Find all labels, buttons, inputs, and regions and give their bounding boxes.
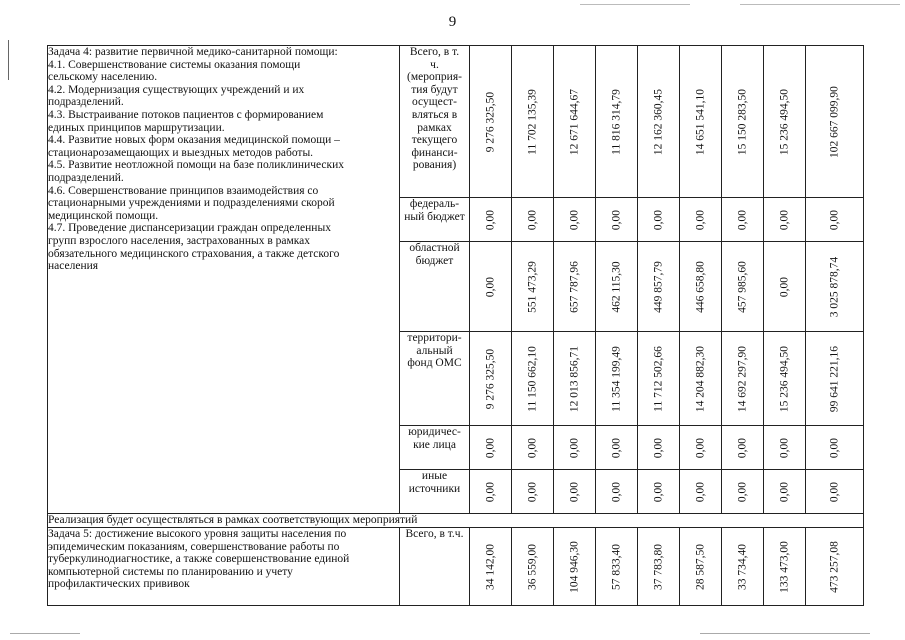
value-cell [554, 198, 596, 242]
value-cell [596, 470, 638, 514]
funding-source-cell [400, 470, 470, 514]
value-text: 446 658,80 [694, 260, 707, 313]
note-body [48, 514, 864, 528]
value-text: 12 013 856,71 [568, 345, 581, 412]
value-text: 11 816 314,79 [610, 88, 623, 155]
value-text: 0,00 [694, 437, 707, 458]
funding-source-line: текущего [411, 134, 458, 147]
value-text: 0,00 [652, 481, 665, 502]
value-text: 34 142,00 [484, 543, 497, 590]
value-text: 0,00 [526, 481, 539, 502]
funding-source-cell [400, 46, 470, 198]
task4-text-line: 4.5. Развитие неотложной помощи на базе поликлинических [48, 159, 345, 172]
value-cell [764, 426, 806, 470]
value-cell [806, 426, 864, 470]
value-text: 9 276 325,50 [484, 91, 497, 152]
value-cell [680, 470, 722, 514]
table-row [48, 46, 864, 198]
value-text: 0,00 [610, 437, 623, 458]
value-cell [680, 426, 722, 470]
value-text: 0,00 [828, 209, 841, 230]
funding-source-line: Всего, в т. [409, 46, 460, 58]
value-cell [722, 470, 764, 514]
bottom-rule-left [10, 633, 80, 634]
funding-source-line: рования) [412, 159, 457, 172]
value-cell [680, 198, 722, 242]
value-text: 0,00 [484, 481, 497, 502]
value-text: 0,00 [694, 209, 707, 230]
value-text: 0,00 [778, 276, 791, 297]
value-cell [806, 528, 864, 606]
value-cell [722, 332, 764, 426]
value-cell [512, 470, 554, 514]
task4-text-line: групп взрослого населения, застрахованных в рамках [48, 234, 311, 247]
top-rule-left [580, 4, 690, 5]
value-text: 0,00 [526, 437, 539, 458]
value-text: 14 692 297,90 [736, 345, 749, 412]
value-text: 0,00 [778, 437, 791, 458]
value-text: 0,00 [778, 481, 791, 502]
task4-text-line: подразделений. [48, 171, 124, 184]
value-cell [512, 528, 554, 606]
value-text: 0,00 [568, 481, 581, 502]
value-cell [806, 470, 864, 514]
funding-source-line: юридичес- [408, 426, 461, 438]
funding-source-cell [400, 528, 470, 606]
task4-text-line: населения [48, 260, 99, 273]
value-cell [638, 470, 680, 514]
value-text: 11 702 135,39 [526, 88, 539, 155]
value-text: 133 473,00 [778, 540, 791, 593]
task4-text-line: 4.6. Совершенствование принципов взаимодействия со [48, 184, 319, 197]
task5-description [48, 528, 400, 606]
funding-source-line: бюджет [415, 254, 454, 267]
value-text: 551 473,29 [526, 260, 539, 313]
value-text: 0,00 [778, 209, 791, 230]
funding-source-line: фонд ОМС [407, 357, 462, 370]
top-rule-right [740, 4, 900, 5]
value-text: 14 651 541,10 [694, 88, 707, 155]
task5-text-line: эпидемическим показаниям, совершенствование работы по [48, 540, 340, 553]
value-text: 15 150 283,50 [736, 88, 749, 155]
value-text: 0,00 [484, 437, 497, 458]
value-cell [554, 46, 596, 198]
page-number: 9 [448, 14, 457, 30]
value-cell [554, 332, 596, 426]
value-cell [638, 426, 680, 470]
value-text: 0,00 [736, 209, 749, 230]
value-cell [638, 242, 680, 332]
value-cell [764, 470, 806, 514]
value-cell [470, 470, 512, 514]
task4-text-line: стационарозамещающих и выездных методов работы. [48, 146, 314, 159]
task5-text-line: Задача 5: достижение высокого уровня защиты населения по [48, 528, 347, 540]
value-text: 0,00 [828, 437, 841, 458]
task4-text-line: 4.3. Выстраивание потоков пациентов с формированием [48, 108, 324, 121]
value-cell [596, 198, 638, 242]
value-cell [554, 470, 596, 514]
value-text: 0,00 [484, 209, 497, 230]
value-text: 102 667 099,90 [828, 85, 841, 158]
implementation-note-row [48, 514, 864, 528]
funding-source-line: территори- [407, 332, 462, 344]
task4-text-line: сельскому населению. [48, 71, 158, 84]
value-text: 0,00 [828, 481, 841, 502]
value-cell [638, 528, 680, 606]
value-cell [512, 46, 554, 198]
funding-source-line: финанси- [411, 146, 458, 159]
value-text: 37 783,80 [652, 543, 665, 590]
task4-text-line: 4.4. Развитие новых форм оказания медицинской помощи – [48, 134, 340, 147]
task5-text-line: компьютерной системы по планированию и учету [48, 565, 293, 578]
value-text: 12 162 360,45 [652, 88, 665, 155]
bottom-rule-right [700, 633, 870, 634]
value-cell [722, 528, 764, 606]
value-text: 0,00 [652, 437, 665, 458]
value-text: 473 257,08 [828, 540, 841, 593]
value-cell [470, 46, 512, 198]
value-cell [680, 332, 722, 426]
task4-text-line: подразделений. [48, 96, 124, 109]
value-cell [512, 426, 554, 470]
value-cell [512, 242, 554, 332]
implementation-note: Реализация будет осуществляться в рамках соответствующих мероприятий [48, 514, 864, 528]
table-row [48, 528, 864, 606]
value-text: 11 354 199,49 [610, 345, 623, 412]
funding-source-line: вляться в [411, 108, 458, 121]
value-text: 28 587,50 [694, 543, 707, 590]
value-text: 104 946,30 [568, 540, 581, 593]
value-cell [722, 426, 764, 470]
value-cell [764, 242, 806, 332]
value-text: 33 734,40 [736, 543, 749, 590]
task4-text-line: обязательного медицинского страхования, а также детского [48, 247, 340, 260]
value-text: 0,00 [568, 209, 581, 230]
funding-source-cell [400, 198, 470, 242]
funding-source-line: ный бюджет [404, 210, 465, 223]
task4-text-line: 4.2. Модернизация существующих учреждений и их [48, 83, 305, 96]
value-cell [680, 242, 722, 332]
funding-source-cell [400, 332, 470, 426]
value-cell [806, 46, 864, 198]
value-cell [596, 426, 638, 470]
value-text: 457 985,60 [736, 260, 749, 313]
funding-source-line: тия будут [411, 83, 458, 96]
value-text: 11 150 662,10 [526, 345, 539, 412]
task4-text-line: Задача 4: развитие первичной медико-санитарной помощи: [48, 46, 338, 58]
task5-text-line: туберкулинодиагностике, а также совершенствование единой [48, 553, 350, 566]
value-text: 0,00 [694, 481, 707, 502]
task4-text-line: 4.7. Проведение диспансеризации граждан определенных [48, 222, 331, 235]
value-text: 0,00 [736, 437, 749, 458]
funding-source-line: кие лица [413, 438, 456, 451]
value-text: 0,00 [484, 276, 497, 297]
value-cell [470, 426, 512, 470]
value-cell [596, 528, 638, 606]
funding-source-line: источники [408, 482, 461, 495]
value-cell [806, 332, 864, 426]
value-text: 0,00 [568, 437, 581, 458]
value-cell [722, 46, 764, 198]
value-cell [596, 242, 638, 332]
funding-source-line: рамках [417, 121, 452, 134]
value-cell [470, 332, 512, 426]
value-cell [764, 332, 806, 426]
funding-source-line: Всего, в т.ч. [405, 528, 464, 540]
funding-source-line: областной [409, 242, 460, 254]
value-cell [512, 332, 554, 426]
value-cell [764, 46, 806, 198]
value-cell [512, 198, 554, 242]
value-cell [596, 46, 638, 198]
funding-source-line: альный [416, 344, 453, 357]
value-cell [638, 46, 680, 198]
value-text: 462 115,30 [610, 260, 623, 313]
value-text: 57 833,40 [610, 543, 623, 590]
value-cell [638, 198, 680, 242]
value-cell [554, 528, 596, 606]
value-cell [680, 528, 722, 606]
funding-source-line: (мероприя- [407, 71, 462, 84]
value-cell [722, 242, 764, 332]
funding-source-line: осущест- [412, 96, 457, 109]
value-text: 657 787,96 [568, 260, 581, 313]
value-cell [806, 242, 864, 332]
task4-body [48, 46, 864, 514]
value-text: 0,00 [736, 481, 749, 502]
value-cell [806, 198, 864, 242]
value-cell [554, 426, 596, 470]
task4-text-line: 4.1. Совершенствование системы оказания помощи [48, 58, 301, 71]
value-text: 449 857,79 [652, 260, 665, 313]
task4-text-line: стационарными учреждениями и подразделениями скорой [48, 197, 335, 210]
value-cell [554, 242, 596, 332]
value-cell [764, 528, 806, 606]
value-text: 0,00 [652, 209, 665, 230]
value-text: 3 025 878,74 [828, 256, 841, 317]
funding-source-cell [400, 242, 470, 332]
value-text: 11 712 502,66 [652, 345, 665, 412]
funding-source-cell [400, 426, 470, 470]
funding-source-line: ч. [430, 58, 439, 71]
value-text: 0,00 [610, 209, 623, 230]
value-text: 15 236 494,50 [778, 88, 791, 155]
value-cell [470, 198, 512, 242]
value-cell [680, 46, 722, 198]
funding-source-line: федераль- [409, 198, 460, 210]
value-text: 0,00 [526, 209, 539, 230]
value-text: 0,00 [610, 481, 623, 502]
left-margin-rule [8, 40, 9, 80]
value-cell [638, 332, 680, 426]
funding-source-line: иные [421, 470, 448, 482]
task4-description [48, 46, 400, 514]
task5-text-line: профилактических прививок [48, 578, 190, 591]
value-cell [596, 332, 638, 426]
value-cell [470, 528, 512, 606]
value-text: 99 641 221,16 [828, 345, 841, 412]
task5-body [48, 528, 864, 606]
value-text: 9 276 325,50 [484, 348, 497, 409]
value-cell [470, 242, 512, 332]
value-text: 36 559,00 [526, 543, 539, 590]
task4-text-line: единых принципов маршрутизации. [48, 121, 225, 134]
value-text: 14 204 882,30 [694, 345, 707, 412]
value-text: 15 236 494,50 [778, 345, 791, 412]
value-cell [722, 198, 764, 242]
value-text: 12 671 644,67 [568, 88, 581, 155]
value-cell [764, 198, 806, 242]
task4-text-line: медицинской помощи. [48, 209, 159, 222]
funding-table [47, 45, 864, 606]
